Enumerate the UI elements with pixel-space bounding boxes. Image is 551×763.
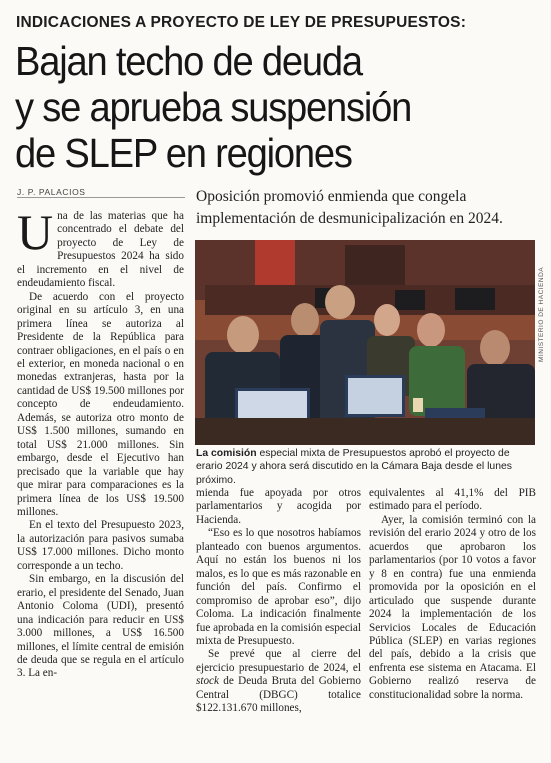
- headline-line-1: Bajan techo de deuda: [15, 38, 362, 84]
- paragraph-text: na de las materias que ha concentrado el debate del proyecto de Ley de Presupuestos 2024 ha sido el incremento en el nivel de endeudamiento fiscal.: [17, 210, 184, 290]
- photo-illustration: [195, 240, 535, 445]
- headline: [15, 38, 503, 176]
- photo-caption: [196, 447, 536, 487]
- headline-line-3: de SLEP en regiones: [15, 130, 352, 176]
- paragraph: En el texto del Presupuesto 2023, la autorización para pasivos sumaba US$ 17.000 millones. Dicho monto corresponde a un techo.: [17, 519, 184, 572]
- paragraph: “Eso es lo que nosotros habíamos planteado con buenos argumentos. Aquí no están los buenos ni los malos, es lo que es más razonable en función del país. Confirmo el compromiso de aprobar eso”, dijo Coloma. La indicación finalmente fue aprobada en la comisión especial mixta de Presupuesto.: [196, 527, 361, 647]
- subheadline-line-2: implementación de desmunicipalización en 2024.: [196, 210, 503, 227]
- caption-lead: La comisión: [196, 448, 257, 459]
- paragraph: Sin embargo, en la discusión del erario, el presidente del Senado, Juan Antonio Coloma (UDI), presentó una indicación para reducir en US$ 3.000 millones, a US$ 16.500 millones, el límite central de emisión de deuda que se regula en el artículo 3. La en-: [17, 573, 184, 680]
- byline-rule: [17, 197, 185, 198]
- subheadline: [196, 186, 546, 230]
- paragraph: [196, 648, 361, 715]
- paragraph: Ayer, la comisión terminó con la revisión del erario 2024 y otro de los acuerdos que aprobaron los parlamentarios (por 10 votos a favor y 8 en contra) fue una enmienda promovida por la oposición en el articulado que suspende durante 2024 la implementación de los Servicios Locales de Educación Pública (SLEP) en varias regiones del país, debido a la crisis que enfrenta ese sistema en Atacama. El Gobierno realizó reserva de constitucionalidad sobre la norma.: [369, 513, 536, 701]
- paragraph-text: de Deuda Bruta del Gobierno Central (DBGC) totalice $122.131.670 millones,: [196, 675, 361, 715]
- byline: J. P. PALACIOS: [17, 187, 86, 197]
- body-column-1: [17, 204, 184, 681]
- kicker: INDICACIONES A PROYECTO DE LEY DE PRESUPUESTOS:: [16, 14, 467, 31]
- body-column-2: [196, 487, 361, 716]
- photo-credit: MINISTERIO DE HACIENDA: [538, 266, 545, 362]
- news-photo: [195, 240, 535, 445]
- body-column-3: [369, 487, 536, 702]
- subheadline-line-1: Oposición promovió enmienda que congela: [196, 188, 467, 205]
- paragraph: mienda fue apoyada por otros parlamentarios y acogida por Hacienda.: [196, 487, 361, 526]
- paragraph: equivalentes al 41,1% del PIB estimado para el período.: [369, 487, 536, 513]
- paragraph: [17, 204, 184, 291]
- caption-text: especial mixta de Presupuestos aprobó el proyecto de erario 2024 y ahora será discutido en la Cámara Baja desde el lunes próximo.: [196, 448, 512, 486]
- drop-cap: U: [17, 204, 54, 260]
- paragraph-text: Se prevé que al cierre del ejercicio presupuestario de 2024, el: [196, 648, 361, 674]
- headline-line-2: y se aprueba suspensión: [15, 84, 412, 130]
- paragraph: De acuerdo con el proyecto original en su artículo 3, en una primera línea se autoriza al Presidente de la República para contraer obligaciones, en el país o en el exterior, en moneda nacional o en monedas extranjeras, hasta por la cantidad de US$ 19.500 millones por concepto de endeudamiento. Además, se autoriza otro monto de US$ 1.500 millones, sumando en total US$ 21.000 millones. Sin embargo, desde el Ejecutivo han precisado que la variable que hay que mirar para comparaciones es la primera línea de los US$ 19.500 millones.: [17, 290, 184, 518]
- emphasis: stock: [196, 675, 219, 688]
